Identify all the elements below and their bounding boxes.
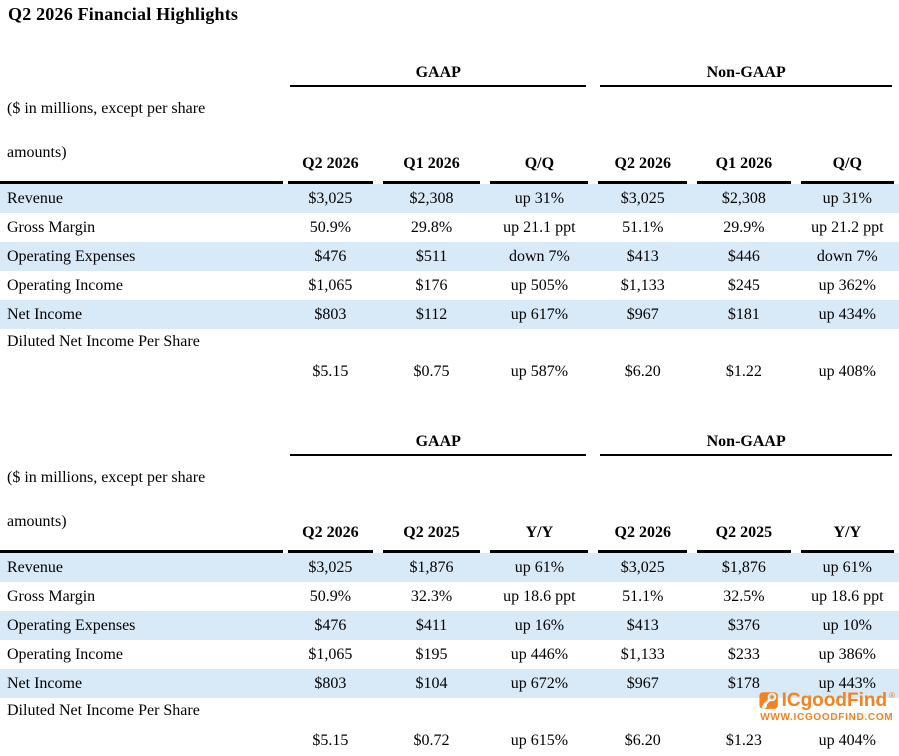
- cell: up 10%: [822, 616, 872, 634]
- group-header-row: [0, 420, 899, 456]
- cell: up 61%: [822, 558, 872, 576]
- cell: 51.1%: [622, 587, 664, 605]
- gaap-group-header: [283, 51, 593, 87]
- cell: $0.72: [413, 732, 450, 749]
- cell: $2,308: [721, 189, 766, 207]
- gaap-group-header: [283, 420, 593, 456]
- cell: $3,025: [308, 189, 353, 207]
- cell: 29.9%: [723, 218, 765, 236]
- cell: $3,025: [308, 558, 353, 576]
- cell: 29.8%: [410, 218, 453, 236]
- cell: $967: [626, 305, 659, 323]
- table-row-operating-expenses: [0, 611, 899, 640]
- non-gaap-group-label: Non-GAAP: [600, 433, 892, 456]
- cell: $2,308: [409, 189, 454, 207]
- cell: up 21.2 ppt: [811, 218, 884, 236]
- gaap-group-label: GAAP: [290, 64, 586, 87]
- cell: $413: [626, 247, 659, 265]
- cell: $0.75: [413, 363, 450, 380]
- cell: up 446%: [510, 645, 569, 663]
- table-row-operating-income: [0, 271, 899, 300]
- cell: $6.20: [624, 363, 661, 380]
- cell: $1.23: [725, 732, 762, 749]
- icgoodfind-watermark: [759, 690, 895, 723]
- column-header-yy-non-gaap: Y/Y: [796, 456, 899, 553]
- cell: $1,876: [721, 558, 766, 576]
- column-header-q1-2026-non-gaap: Q1 2026: [692, 87, 795, 184]
- column-header-q2-2026-gaap: Q2 2026: [283, 87, 377, 184]
- cell: $6.20: [624, 732, 661, 749]
- row-label: Operating Expenses: [7, 616, 136, 634]
- cell: 51.1%: [622, 218, 664, 236]
- cell: up 61%: [514, 558, 565, 576]
- cell: up 31%: [514, 189, 565, 207]
- cell: up 615%: [510, 732, 569, 749]
- cell: up 18.6 ppt: [811, 587, 884, 605]
- cell: up 31%: [822, 189, 872, 207]
- cell: $1,065: [308, 276, 353, 294]
- table-row-revenue: [0, 184, 899, 213]
- cell: $5.15: [312, 363, 349, 380]
- cell: 50.9%: [309, 218, 352, 236]
- wrench-magnifier-icon: [759, 690, 780, 711]
- row-label: Net Income: [7, 674, 83, 692]
- table-row-gross-margin: [0, 582, 899, 611]
- cell: $803: [314, 305, 347, 323]
- units-note: [0, 456, 283, 553]
- cell: $5.15: [312, 732, 349, 749]
- cell: $1,133: [620, 645, 665, 663]
- table-row-revenue: [0, 553, 899, 582]
- cell: $803: [314, 674, 347, 692]
- cell: up 404%: [818, 732, 876, 749]
- cell: $446: [727, 247, 760, 265]
- cell: 32.5%: [723, 587, 765, 605]
- gaap-group-label: GAAP: [290, 433, 586, 456]
- units-note-line-2: amounts): [7, 144, 67, 161]
- column-header-qq-non-gaap: Q/Q: [796, 87, 899, 184]
- cell: $411: [415, 616, 448, 634]
- cell: up 587%: [510, 363, 569, 380]
- units-note-line-1: ($ in millions, except per share: [7, 469, 206, 486]
- cell: $104: [415, 674, 448, 692]
- cell: 32.3%: [410, 587, 453, 605]
- row-label: Revenue: [7, 558, 63, 576]
- cell: up 362%: [818, 276, 876, 294]
- row-label: Operating Income: [7, 645, 123, 663]
- column-header-yy-gaap: Y/Y: [485, 456, 593, 553]
- cell: up 18.6 ppt: [503, 587, 576, 605]
- row-label: Diluted Net Income Per Share: [7, 702, 200, 719]
- cell: $181: [727, 305, 760, 323]
- cell: $176: [415, 276, 448, 294]
- page-title: Q2 2026 Financial Highlights: [8, 4, 239, 24]
- non-gaap-group-label: Non-GAAP: [600, 64, 892, 87]
- row-label: Gross Margin: [7, 218, 96, 236]
- cell: $476: [314, 616, 347, 634]
- cell: $1,876: [409, 558, 454, 576]
- cell: up 386%: [818, 645, 876, 663]
- cell: up 21.1 ppt: [503, 218, 576, 236]
- cell: $476: [314, 247, 347, 265]
- cell: up 672%: [510, 674, 569, 692]
- table-row-operating-income: [0, 640, 899, 669]
- cell: $967: [626, 674, 659, 692]
- non-gaap-group-header: [593, 51, 899, 87]
- registered-mark: ®: [889, 691, 895, 700]
- cell: $112: [415, 305, 448, 323]
- cell: down 7%: [816, 247, 878, 265]
- units-note: [0, 87, 283, 184]
- row-label: Revenue: [7, 189, 63, 207]
- cell: $233: [727, 645, 760, 663]
- cell: up 617%: [510, 305, 569, 323]
- cell: up 408%: [818, 363, 876, 380]
- cell: $3,025: [620, 558, 665, 576]
- cell: down 7%: [508, 247, 570, 265]
- units-note-line-2: amounts): [7, 513, 67, 530]
- column-header-q1-2026-gaap: Q1 2026: [378, 87, 486, 184]
- cell: $511: [415, 247, 448, 265]
- table-row-gross-margin: [0, 213, 899, 242]
- cell: $413: [626, 616, 659, 634]
- column-header-q2-2026-gaap: Q2 2026: [283, 456, 377, 553]
- column-header-q2-2026-non-gaap: Q2 2026: [593, 456, 692, 553]
- cell: $195: [415, 645, 448, 663]
- cell: $1,133: [620, 276, 665, 294]
- cell: $245: [727, 276, 760, 294]
- cell: $376: [727, 616, 760, 634]
- table-row-operating-expenses: [0, 242, 899, 271]
- row-label: Operating Income: [7, 276, 123, 294]
- group-header-row: [0, 51, 899, 87]
- cell: $3,025: [620, 189, 665, 207]
- cell: $1.22: [725, 363, 762, 380]
- cell: up 16%: [514, 616, 565, 634]
- row-label: Diluted Net Income Per Share: [7, 333, 200, 350]
- qoq-comparison-table: [0, 51, 899, 386]
- watermark-url: WWW.ICGOODFIND.COM: [760, 712, 894, 723]
- watermark-brand-name: ICgoodFind: [781, 689, 888, 711]
- units-note-cell: [0, 456, 283, 553]
- table-row-net-income: [0, 300, 899, 329]
- non-gaap-group-header: [593, 420, 899, 456]
- cell: $178: [727, 674, 760, 692]
- column-header-q2-2025-non-gaap: Q2 2025: [692, 456, 795, 553]
- row-label: Operating Expenses: [7, 247, 136, 265]
- row-label: Gross Margin: [7, 587, 96, 605]
- cell: $1,065: [308, 645, 353, 663]
- empty-corner-cell: [0, 51, 283, 87]
- column-header-qq-gaap: Q/Q: [485, 87, 593, 184]
- cell: up 443%: [818, 674, 876, 692]
- column-header-q2-2026-non-gaap: Q2 2026: [593, 87, 692, 184]
- cell: 50.9%: [309, 587, 352, 605]
- empty-corner-cell: [0, 420, 283, 456]
- column-header-row: [0, 456, 899, 553]
- cell: up 434%: [818, 305, 876, 323]
- column-header-q2-2025-gaap: Q2 2025: [378, 456, 486, 553]
- table-row-diluted-eps: [0, 329, 899, 386]
- column-header-row: [0, 87, 899, 184]
- row-label: Net Income: [7, 305, 83, 323]
- units-note-cell: [0, 87, 283, 184]
- units-note-line-1: ($ in millions, except per share: [7, 100, 206, 117]
- cell: up 505%: [510, 276, 569, 294]
